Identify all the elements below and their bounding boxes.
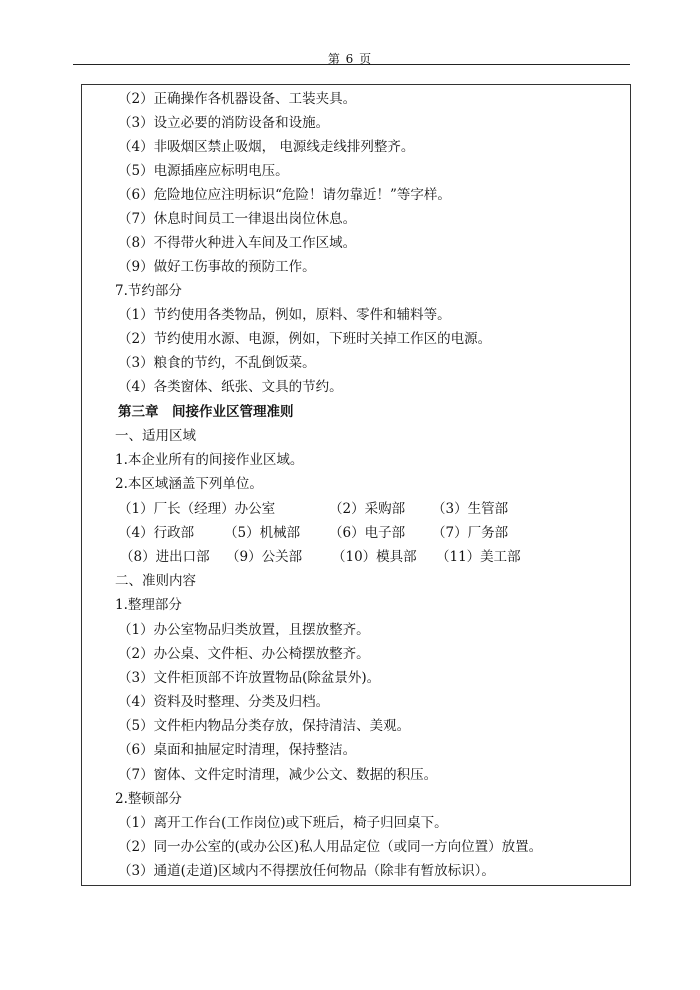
unit-item: （3）生管部 (432, 501, 509, 517)
text-line: （5）电源插座应标明电压。 (118, 163, 289, 179)
chapter-heading: 第三章 间接作业区管理准则 (118, 404, 294, 420)
text-line: （3）设立必要的消防设备和设施。 (118, 115, 330, 131)
text-line: （7）窗体、文件定时清理，减少公文、数据的积压。 (118, 767, 438, 783)
page-number-header: 第 6 页 (327, 52, 373, 66)
unit-item: （10）模具部 (332, 549, 417, 565)
text-line: （4）非吸烟区禁止吸烟， 电源线走线排列整齐。 (118, 139, 415, 155)
text-line: （5）文件柜内物品分类存放，保持清洁、美观。 (118, 718, 411, 734)
unit-item: （7）厂务部 (432, 525, 509, 541)
unit-item: （4）行政部 (118, 525, 195, 541)
text-line: （1）离开工作台(工作岗位)或下班后，椅子归回桌下。 (118, 815, 448, 831)
text-line: 1.本企业所有的间接作业区域。 (115, 452, 304, 468)
text-line: （1）办公室物品归类放置，且摆放整齐。 (118, 622, 370, 638)
text-line: （8）不得带火种进入车间及工作区域。 (118, 235, 357, 251)
unit-item: （9）公关部 (226, 549, 303, 565)
text-line: （4）资料及时整理、分类及归档。 (118, 694, 330, 710)
text-line: （2）正确操作各机器设备、工装夹具。 (118, 91, 357, 107)
text-line: （3）粮食的节约，不乱倒饭菜。 (118, 355, 316, 371)
text-line: （3）通道(走道)区域内不得摆放任何物品（除非有暂放标识）。 (118, 863, 495, 879)
text-line: （4）各类窗体、纸张、文具的节约。 (118, 379, 343, 395)
header-rule (73, 64, 630, 65)
content-box (81, 84, 631, 886)
unit-item: （8）进出口部 (120, 549, 210, 565)
text-line: 2.本区域涵盖下列单位。 (115, 476, 263, 492)
text-line: （6）危险地位应注明标识“危险！请勿靠近！”等字样。 (118, 187, 451, 203)
unit-item: （6）电子部 (329, 525, 406, 541)
unit-item: （2）采购部 (329, 501, 406, 517)
section-label: 7.节约部分 (115, 283, 182, 299)
text-line: （2）同一办公室的(或办公区)私人用品定位（或同一方向位置）放置。 (118, 839, 543, 855)
unit-item: （1）厂长（经理）办公室 (118, 501, 276, 517)
unit-item: （11）美工部 (436, 549, 521, 565)
text-line: （6）桌面和抽屉定时清理，保持整洁。 (118, 742, 357, 758)
section-label: 二、准则内容 (115, 573, 196, 589)
section-label: 2.整顿部分 (115, 791, 182, 807)
text-line: （7）休息时间员工一律退出岗位休息。 (118, 211, 357, 227)
section-label: 一、适用区域 (115, 428, 196, 444)
text-line: （3）文件柜顶部不许放置物品(除盆景外)。 (118, 670, 381, 686)
text-line: （2）办公桌、文件柜、办公椅摆放整齐。 (118, 646, 370, 662)
unit-item: （5）机械部 (224, 525, 301, 541)
text-line: （2）节约使用水源、电源，例如，下班时关掉工作区的电源。 (118, 331, 492, 347)
text-line: （1）节约使用各类物品，例如，原料、零件和辅料等。 (118, 307, 451, 323)
text-line: （9）做好工伤事故的预防工作。 (118, 259, 316, 275)
section-label: 1.整理部分 (115, 597, 182, 613)
